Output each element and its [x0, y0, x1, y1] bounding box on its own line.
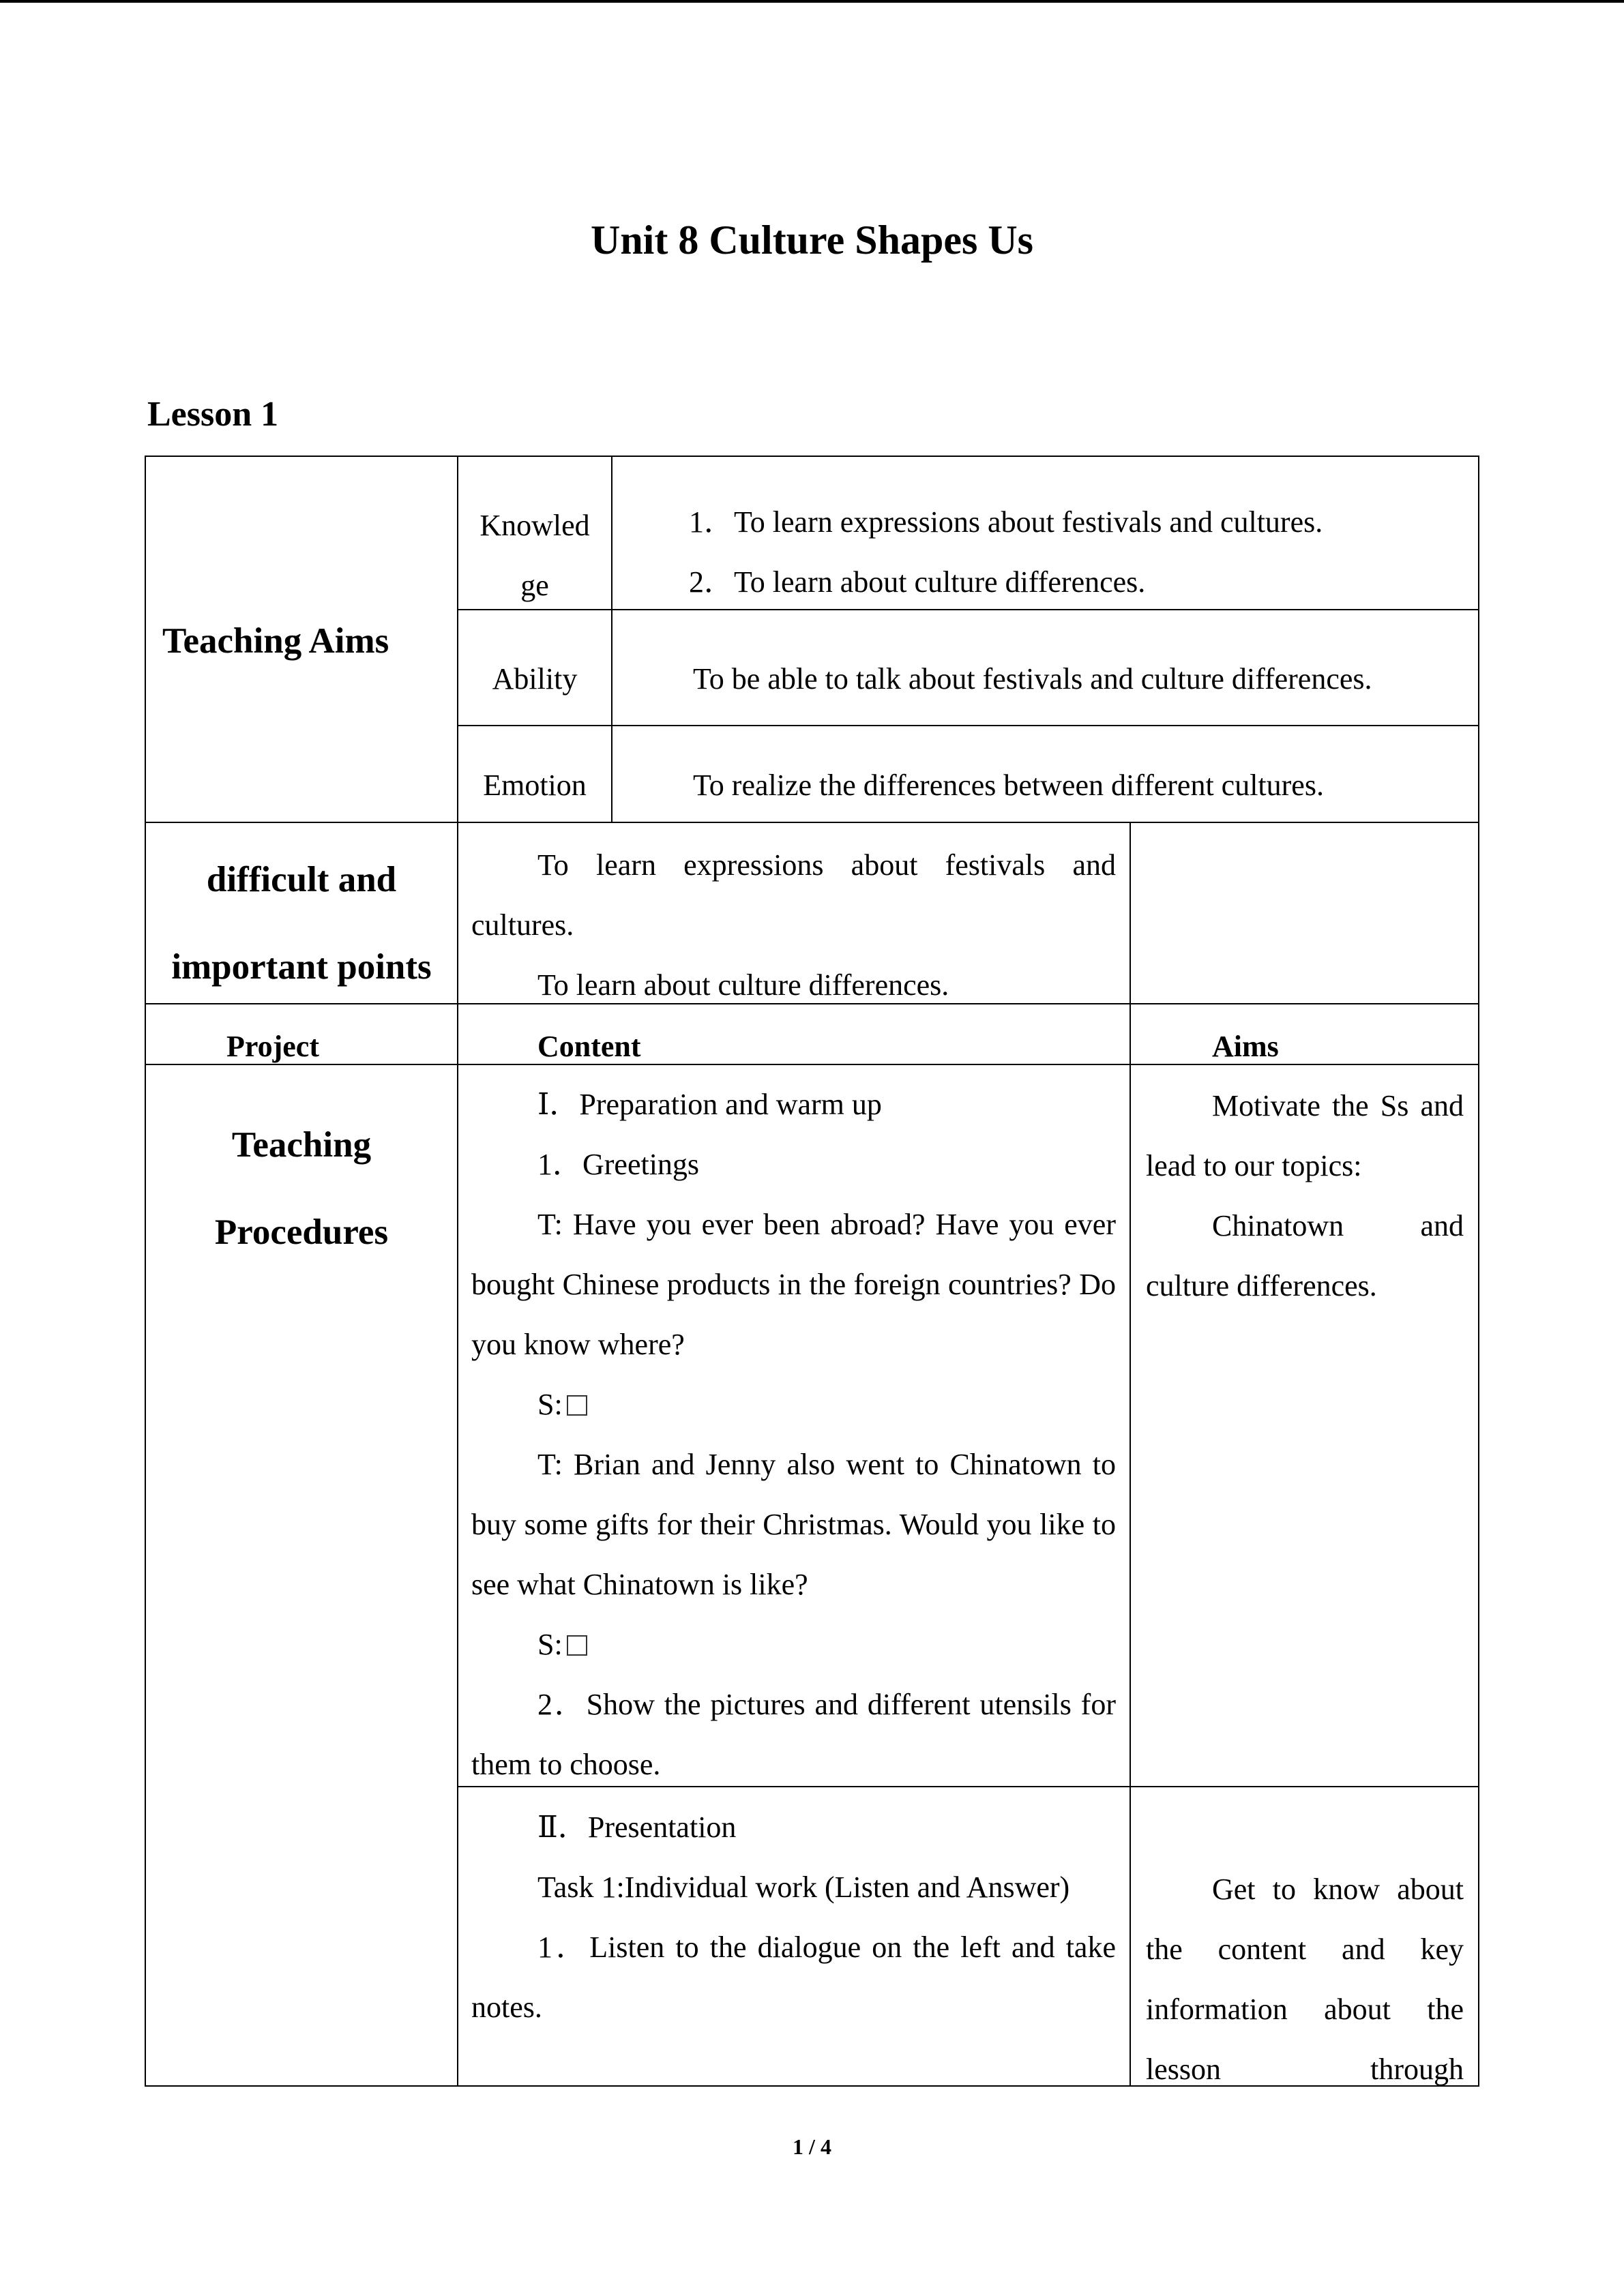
- section1-teacher-line-2: T: Brian and Jenny also went to Chinatown to buy some gifts for their Christmas. Would you like to see what Chinatown is like?: [471, 1448, 1116, 1601]
- section1-step-greetings: 1．Greetings: [537, 1148, 700, 1181]
- points-content: [471, 835, 1116, 1015]
- section2-aims: [1146, 1860, 1464, 2100]
- column-divider: [1130, 822, 1131, 2087]
- points-label-line1: difficult and: [206, 860, 397, 899]
- row-divider: [145, 822, 1479, 823]
- points-label-line2: important points: [171, 947, 432, 987]
- section2-aim-1: Get to know about the content and key information about the lesson through: [1146, 1873, 1464, 2086]
- points-label: [146, 836, 457, 1011]
- column-divider: [457, 456, 458, 2087]
- table-border-right: [1478, 456, 1479, 2087]
- page-title: Unit 8 Culture Shapes Us: [590, 218, 1033, 263]
- ability-label: Ability: [492, 662, 578, 696]
- table-border-top: [145, 456, 1479, 457]
- knowledge-aim-1: 1．To learn expressions about festivals and cultures.: [689, 505, 1323, 539]
- section2-content: [471, 1798, 1116, 2038]
- section1-teacher-line-1: T: Have you ever been abroad? Have you ever bought Chinese products in the foreign countries? Do you know where?: [471, 1208, 1116, 1361]
- knowledge-aims: [689, 492, 1466, 612]
- student-label: S:: [537, 1388, 563, 1421]
- answer-box-icon: [567, 1635, 587, 1656]
- lesson-heading: Lesson 1: [147, 395, 279, 434]
- section1-student-line-1: [471, 1375, 1116, 1435]
- page-number: 1 / 4: [793, 2134, 831, 2159]
- header-content: Content: [537, 1030, 641, 1063]
- teaching-aims-label: Teaching Aims: [162, 621, 389, 661]
- section2-step-listen: 1．Listen to the dialogue on the left and take notes.: [471, 1930, 1116, 2024]
- procedures-label-line1: Teaching: [231, 1125, 372, 1165]
- points-line-1: To learn expressions about festivals and cultures.: [471, 848, 1116, 942]
- column-divider: [611, 456, 612, 823]
- header-aims: Aims: [1212, 1030, 1279, 1063]
- procedures-label-line2: Procedures: [214, 1212, 389, 1252]
- section1-student-line-2: [471, 1615, 1116, 1675]
- section1-aim-1: Motivate the Ss and lead to our topics:: [1146, 1089, 1464, 1182]
- knowledge-aim-2: 2．To learn about culture differences.: [689, 565, 1146, 599]
- knowledge-label: [458, 496, 611, 616]
- section2-heading: Ⅱ．Presentation: [537, 1810, 737, 1844]
- section1-aim-2: Chinatown and culture differences.: [1146, 1209, 1464, 1302]
- emotion-aim: To realize the differences between different cultures.: [693, 769, 1324, 802]
- section1-heading: Ⅰ．Preparation and warm up: [537, 1088, 882, 1121]
- section1-aims: [1146, 1076, 1464, 1316]
- row-divider: [145, 1064, 1479, 1065]
- student-label: S:: [537, 1628, 563, 1661]
- knowledge-label-part2: ge: [520, 569, 549, 602]
- top-border: [0, 0, 1624, 3]
- procedures-label: [146, 1101, 457, 1276]
- emotion-label: Emotion: [483, 769, 587, 802]
- answer-box-icon: [567, 1395, 587, 1416]
- row-divider: [457, 725, 1479, 726]
- header-project: Project: [226, 1030, 319, 1063]
- points-line-2: To learn about culture differences.: [537, 968, 949, 1002]
- section2-task-1: Task 1:Individual work (Listen and Answer): [537, 1870, 1070, 1904]
- ability-aim: To be able to talk about festivals and culture differences.: [693, 662, 1372, 696]
- section1-content: [471, 1075, 1116, 1795]
- knowledge-label-part1: Knowled: [479, 509, 590, 542]
- section1-step-pictures: 2．Show the pictures and different utensils for them to choose.: [471, 1688, 1116, 1781]
